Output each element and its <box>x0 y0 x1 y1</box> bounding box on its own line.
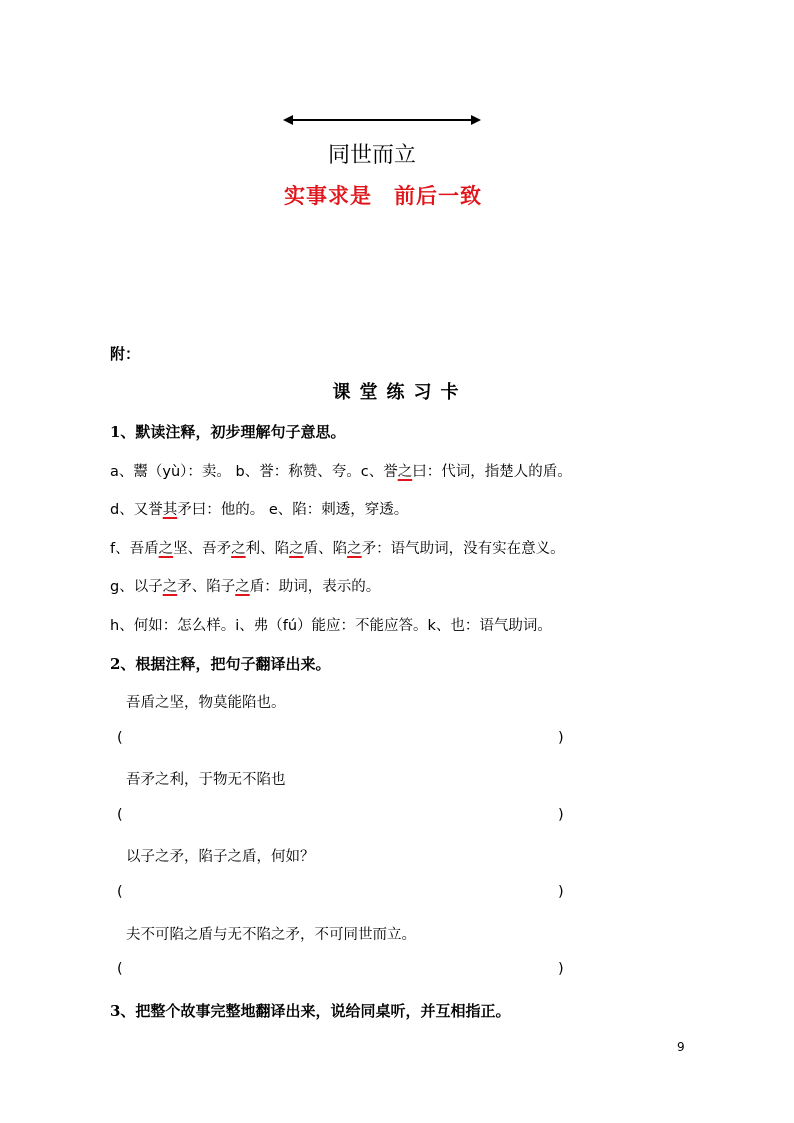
underlined-char: 之 <box>235 579 250 595</box>
page-number: 9 <box>677 1040 685 1054</box>
underlined-char: 之 <box>231 541 246 557</box>
answer-close-paren: ) <box>558 961 564 977</box>
answer-open-paren: ( <box>117 961 123 977</box>
note-line-g: g、以子之矛、陷子之盾：助词，表示的。 <box>110 579 381 595</box>
note-line-a: a、鬻（yù）：卖。 b、誉：称赞、夸。c、誉之曰：代词，指楚人的盾。 <box>110 464 572 480</box>
answer-open-paren: ( <box>117 730 123 746</box>
board-title: 同世而立 <box>327 143 416 168</box>
sentence-3: 以子之矛，陷子之盾，何如？ <box>126 849 315 865</box>
question-2-heading: 2、根据注释，把句子翻译出来。 <box>110 655 331 673</box>
question-3-heading: 3、把整个故事完整地翻译出来，说给同桌听，并互相指正。 <box>110 1002 511 1020</box>
double-arrow-icon <box>283 112 481 128</box>
answer-close-paren: ) <box>558 807 564 823</box>
underlined-char: 其 <box>162 502 178 518</box>
question-1-heading: 1、默读注释，初步理解句子意思。 <box>110 423 346 441</box>
answer-close-paren: ) <box>558 884 564 900</box>
underlined-char: 之 <box>162 579 178 595</box>
answer-open-paren: ( <box>117 807 123 823</box>
card-title: 课堂练习卡 <box>332 382 468 403</box>
underlined-char: 之 <box>347 541 362 557</box>
sentence-2: 吾矛之利，于物无不陷也 <box>126 772 286 788</box>
note-line-f: f、吾盾之坚、吾矛之利、陷之盾、陷之矛：语气助词，没有实在意义。 <box>110 541 565 557</box>
underlined-char: 之 <box>158 541 174 557</box>
sentence-1: 吾盾之坚，物莫能陷也。 <box>126 695 286 711</box>
note-line-h: h、何如：怎么样。i、弗（fú）能应：不能应答。k、也：语气助词。 <box>110 618 552 634</box>
answer-open-paren: ( <box>117 884 123 900</box>
note-line-d: d、又誉其矛曰：他的。 e、陷：刺透，穿透。 <box>110 502 409 518</box>
underlined-char: 之 <box>397 464 413 480</box>
sentence-4: 夫不可陷之盾与无不陷之矛，不可同世而立。 <box>126 927 416 943</box>
answer-close-paren: ) <box>558 730 564 746</box>
underlined-char: 之 <box>289 541 304 557</box>
board-subtitle: 实事求是 前后一致 <box>284 183 482 208</box>
appendix-label: 附： <box>110 345 141 363</box>
